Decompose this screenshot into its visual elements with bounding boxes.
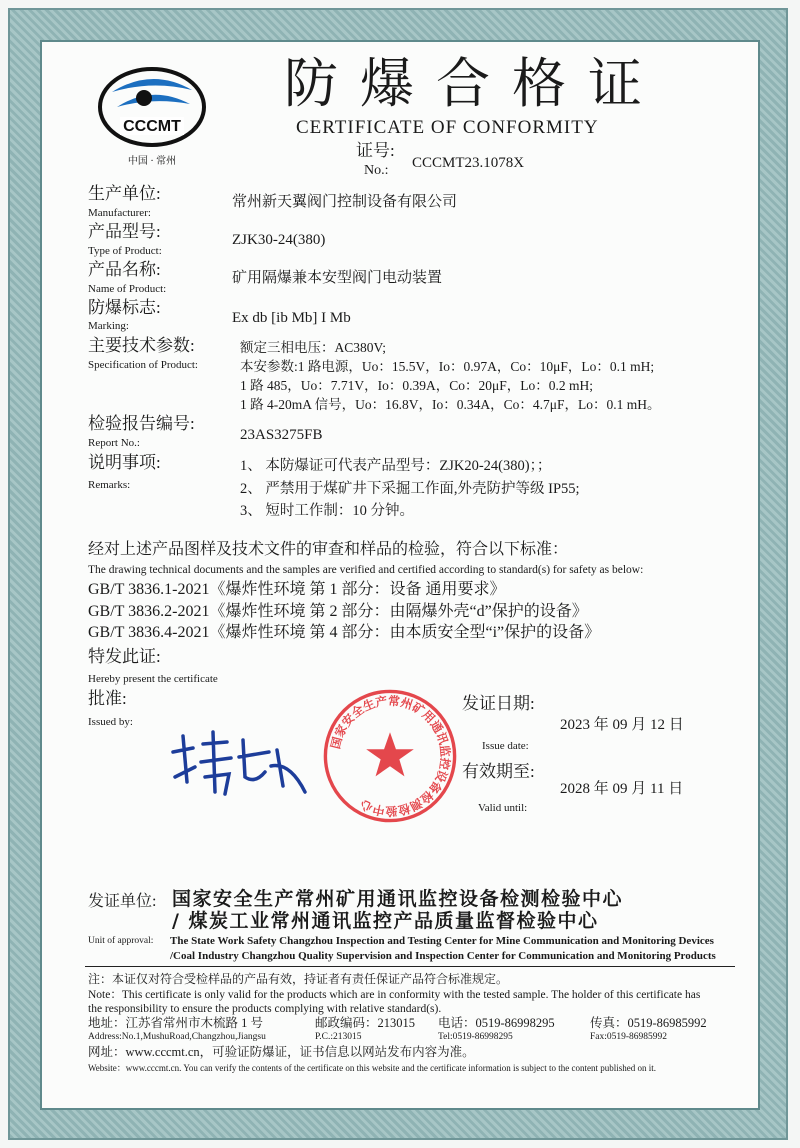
type-label-en: Type of Product: [88, 245, 162, 257]
standards-intro-en: The drawing technical documents and the samples are verified and certified according to standard(s) for safety as below: [88, 564, 644, 576]
signature [165, 722, 315, 812]
standard-item: GB/T 3836.4-2021《爆炸性环境 第 4 部分：由本质安全型“i”保护的设备》 [88, 624, 601, 641]
unit-line2-zh: / 煤炭工业常州通讯监控产品质量监督检验中心 [172, 910, 599, 932]
report-value: 23AS3275FB [240, 427, 323, 443]
spec-lines [240, 338, 661, 414]
tel-zh: 电话：0519-86998295 [438, 1016, 555, 1030]
hereby-zh: 特发此证: [88, 647, 161, 666]
certificate-no: CCCMT23.1078X [412, 155, 525, 171]
address-en: Address:No.1,MushuRoad,Changzhou,Jiangsu [88, 1032, 266, 1042]
standards-intro-zh: 经对上述产品图样及技术文件的审查和样品的检验，符合以下标准： [88, 541, 569, 558]
manufacturer-label-en: Manufacturer: [88, 207, 151, 219]
issued-by-en: Issued by: [88, 716, 133, 728]
name-label-en: Name of Product: [88, 283, 167, 295]
remarks-lines [240, 455, 580, 523]
spec-line: 1 路 485，Uo：7.71V，Io：0.39A，Co：20μF，Lo：0.2 mH; [240, 378, 593, 393]
spec-label-zh: 主要技术参数: [88, 336, 195, 355]
note-en: Note：This certificate is only valid for the products which are in conformity with the tested sample. The holder of this certificate has [88, 989, 701, 1001]
type-value: ZJK30-24(380) [232, 232, 326, 248]
website-en: Website：www.cccmt.cn. You can verify the contents of the certificate on this website and the certificate information is subject to the content published on it. [88, 1063, 657, 1073]
title-zh: 防爆合格证 [284, 52, 664, 115]
tel-en: Tel:0519-86998295 [438, 1032, 513, 1042]
unit-label-en: Unit of approval: [88, 936, 154, 946]
marking-value: Ex db [ib Mb] I Mb [232, 310, 351, 326]
type-label-zh: 产品型号: [88, 222, 161, 241]
cccmt-logo [92, 62, 212, 172]
report-label-zh: 检验报告编号: [88, 414, 195, 433]
svg-text:CCCMT: CCCMT [123, 118, 181, 135]
issue-date-label-zh: 发证日期: [462, 694, 535, 713]
remarks-label-zh: 说明事项: [88, 453, 161, 472]
postcode-zh: 邮政编码：213015 [315, 1016, 416, 1030]
no-label-en: No.: [364, 163, 389, 178]
issue-date-label-en: Issue date: [482, 740, 529, 752]
remarks-label-en: Remarks: [88, 479, 131, 491]
official-seal [322, 688, 458, 829]
fax-en: Fax:0519-86985992 [590, 1032, 668, 1042]
postcode-en: P.C.:213015 [315, 1032, 362, 1042]
standard-item: GB/T 3836.1-2021《爆炸性环境 第 1 部分：设备 通用要求》 [88, 581, 506, 598]
note-zh: 注：本证仅对符合受检样品的产品有效，持证者有责任保证产品符合标准规定。 [88, 972, 509, 986]
note-en-2: the responsibility to ensure the products complying with relative standard(s). [88, 1003, 442, 1015]
issued-by-zh: 批准: [88, 689, 127, 708]
issue-date-value: 2023 年 09 月 12 日 [560, 717, 684, 733]
title-en: CERTIFICATE OF CONFORMITY [296, 117, 599, 138]
spec-label-en: Specification of Product: [88, 359, 198, 371]
spec-line: 本安参数:1 路电源，Uo：15.5V，Io：0.97A，Co：10μF，Lo：0.1 mH; [240, 359, 655, 374]
divider [85, 966, 735, 967]
valid-until-value: 2028 年 09 月 11 日 [560, 781, 684, 797]
spec-line: 1 路 4-20mA 信号，Uo：16.8V，Io：0.34A，Co：4.7μF，Lo：0.1 mH。 [240, 397, 661, 412]
website-zh: 网址：www.cccmt.cn，可验证防爆证，证书信息以网站发布内容为准。 [88, 1045, 475, 1059]
standard-item: GB/T 3836.2-2021《爆炸性环境 第 2 部分：由隔爆外壳“d”保护的设备》 [88, 602, 588, 620]
remark-line: 1、 本防爆证可代表产品型号：ZJK20-24(380)；； [240, 458, 552, 474]
manufacturer-value: 常州新天翼阀门控制设备有限公司 [232, 194, 458, 210]
marking-label-zh: 防爆标志: [88, 298, 161, 317]
address-zh: 地址：江苏省常州市木梳路 1 号 [88, 1016, 264, 1030]
unit-line1-en: The State Work Safety Changzhou Inspection and Testing Center for Mine Communication and Monitoring Devices [170, 935, 714, 947]
unit-line2-en: /Coal Industry Changzhou Quality Supervision and Inspection Center for Communication and Monitoring Products [170, 950, 716, 962]
report-label-en: Report No.: [88, 437, 140, 449]
no-label-zh: 证号: [356, 141, 395, 160]
valid-until-label-en: Valid until: [478, 802, 528, 814]
standards-list [88, 579, 600, 644]
fax-zh: 传真：0519-86985992 [590, 1016, 707, 1030]
valid-until-label-zh: 有效期至: [462, 762, 535, 781]
svg-text:中国 · 常州: 中国 · 常州 [127, 156, 177, 167]
hereby-en: Hereby present the certificate [88, 673, 218, 685]
unit-label-zh: 发证单位: [88, 893, 157, 910]
manufacturer-label-zh: 生产单位: [88, 184, 161, 203]
marking-label-en: Marking: [88, 320, 129, 332]
name-label-zh: 产品名称: [88, 260, 161, 279]
unit-line1-zh: 国家安全生产常州矿用通讯监控设备检测检验中心 [172, 888, 624, 910]
name-value: 矿用隔爆兼本安型阀门电动装置 [232, 270, 443, 286]
remark-line: 3、 短时工作制：10 分钟。 [240, 503, 414, 519]
spec-line: 额定三相电压：AC380V; [240, 340, 387, 355]
seal-text: 国家安全生产常州矿用通讯监控设备检测检验中心 [328, 693, 453, 819]
remark-line: 2、 严禁用于煤矿井下采掘工作面,外壳防护等级 IP55; [240, 480, 580, 497]
